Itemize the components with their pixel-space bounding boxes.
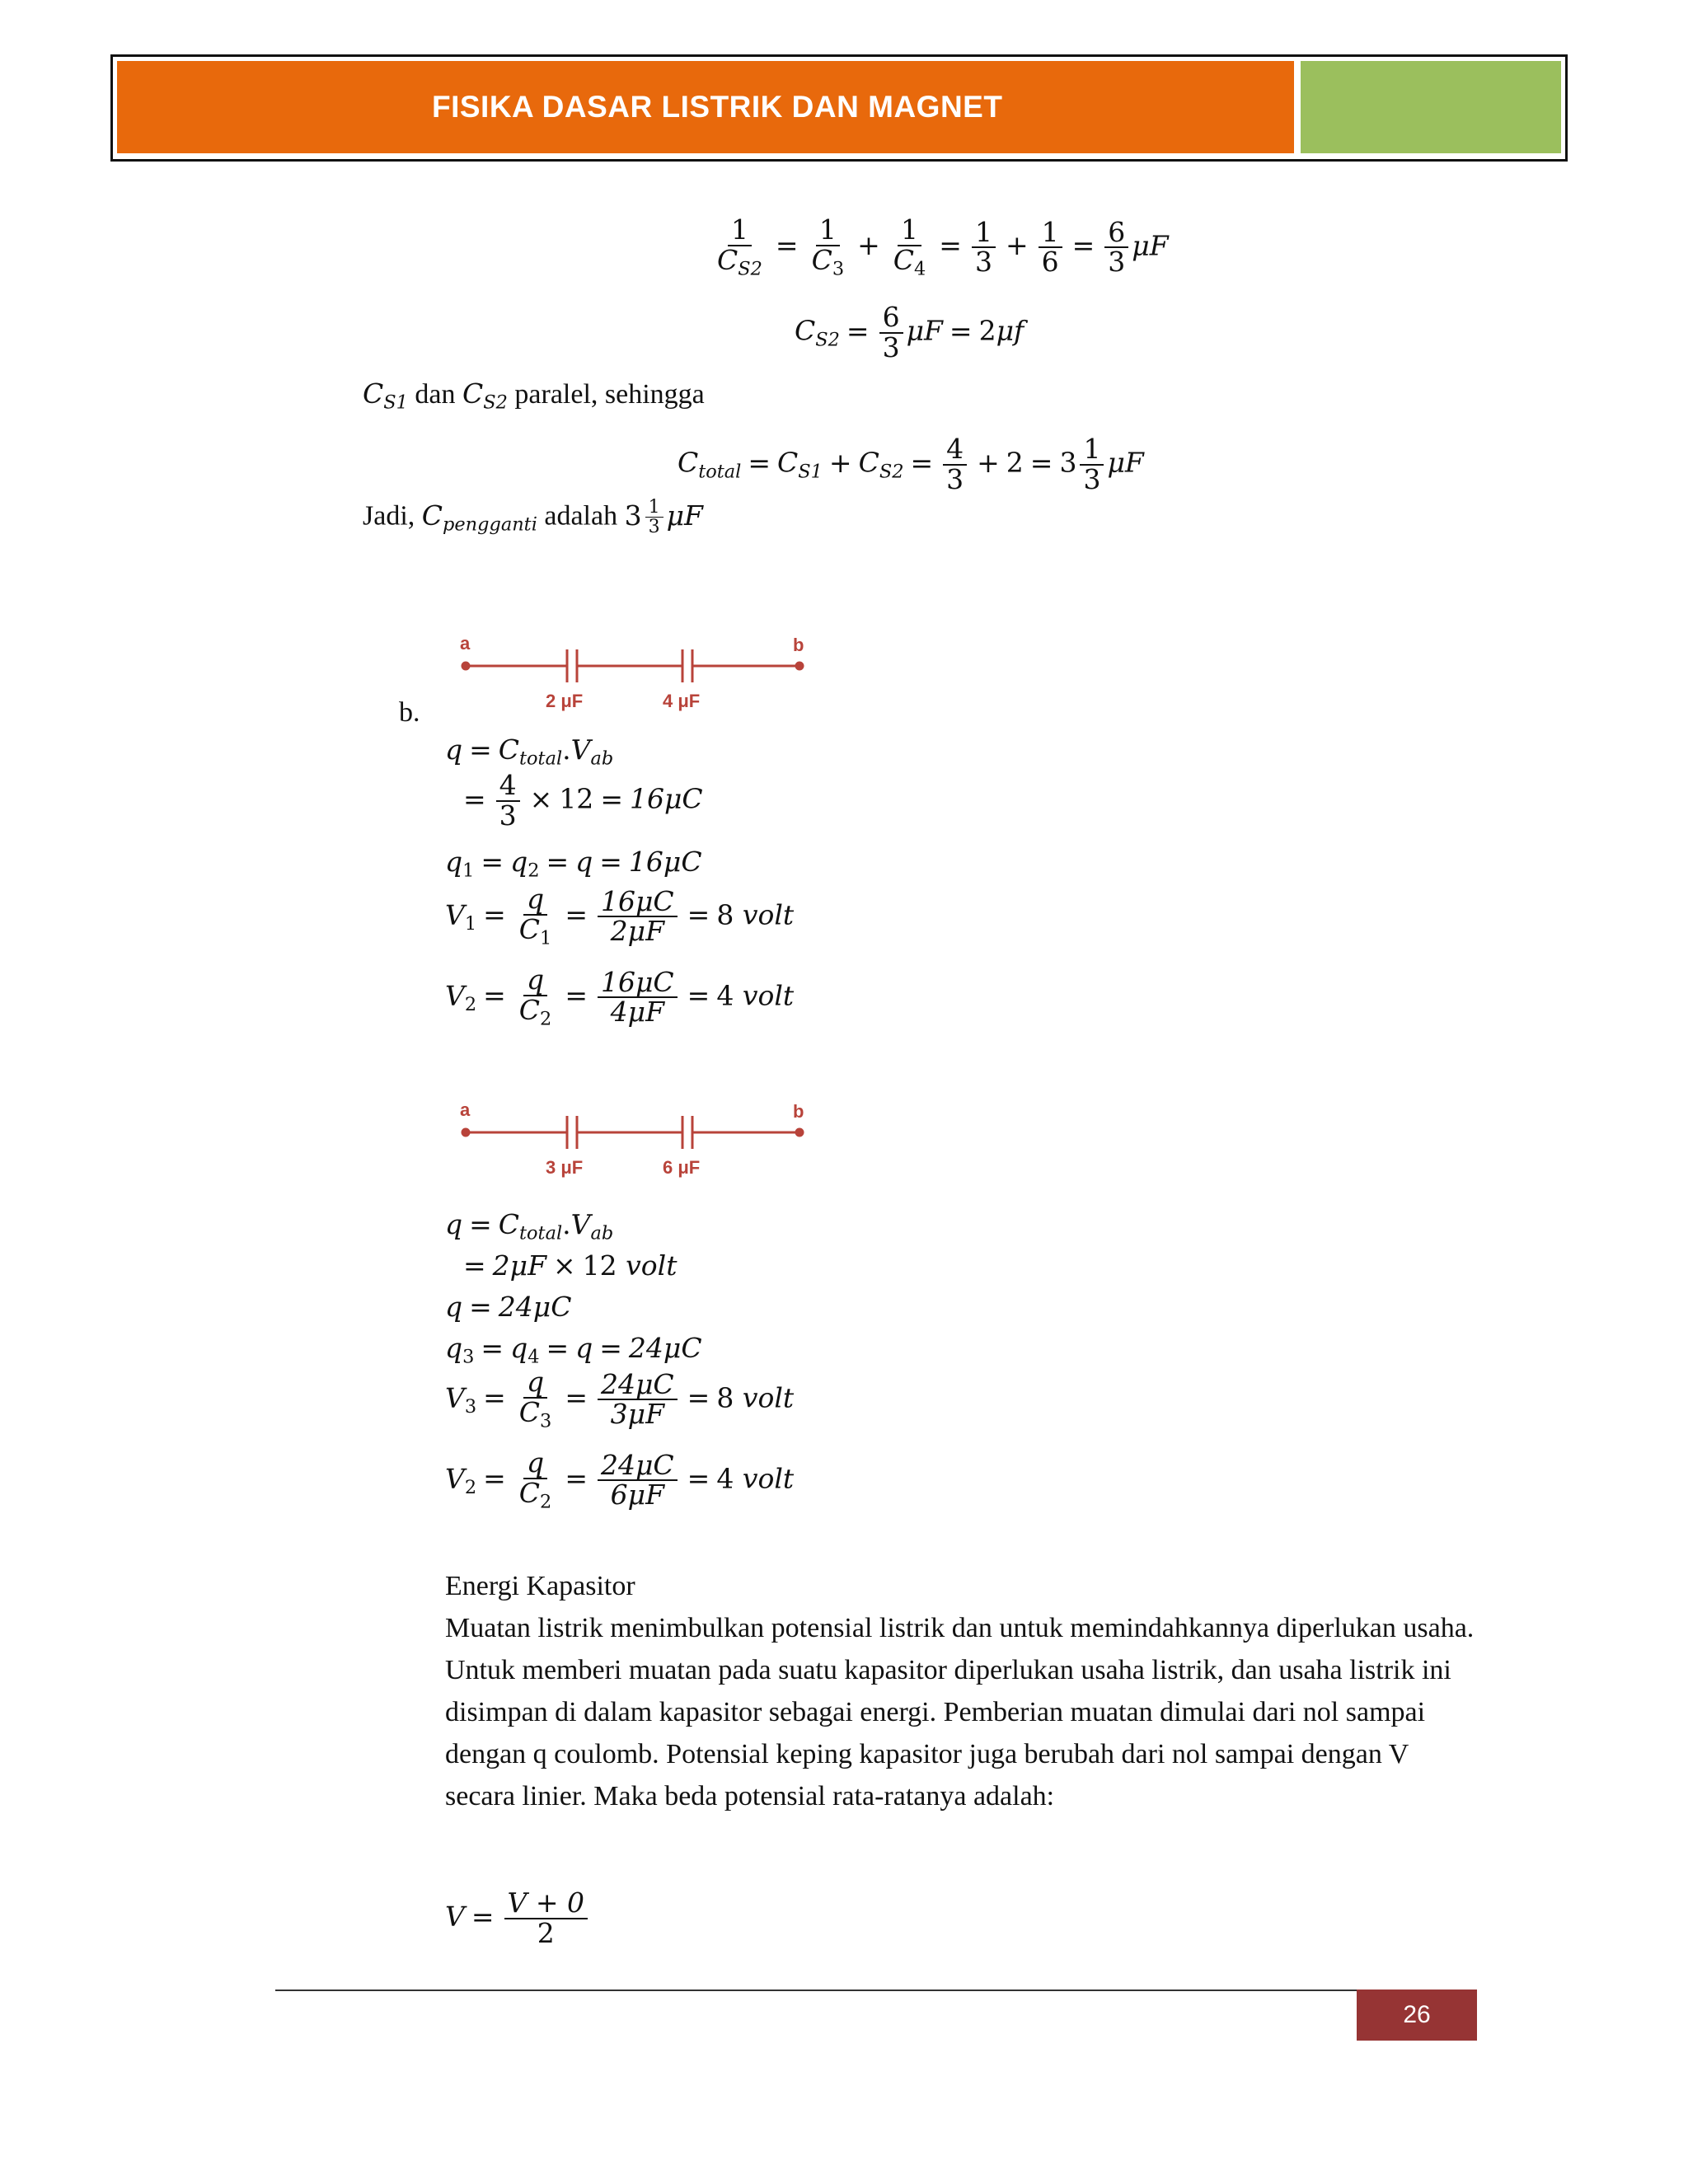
- section-heading: Energi Kapasitor: [445, 1571, 635, 1601]
- equation-v1: $V_1$ = $\frac{q}{C_1}$ = $\frac{16\mu C}{2\mu F}$ = 8 volt: [445, 883, 795, 949]
- header-bar: [117, 61, 1294, 153]
- capacitor-4-label: 6 μF: [663, 1157, 701, 1178]
- section-paragraph: Muatan listrik menimbulkan potensial listrik dan untuk memindahkannya diperlukan usaha. Untuk memberi muatan pada suatu kapasitor diperlukan usaha listrik, dan usaha listrik ini disimpan di dalam kapasitor sebagai energi. Pemberian muatan dimulai dari nol sampai dengan q coulomb. Potensial keping kapasitor juga berubah dari nol sampai dengan V secara linier. Maka beda potensial rata-ratanya adalah:: [445, 1613, 1475, 1811]
- text-conclusion: Jadi, $C_{pengganti}$ adalah 3 $\frac{1}{3}$ μF: [363, 497, 703, 538]
- equation-v2-second: $V_2$ = $\frac{q}{C_2}$ = $\frac{24\mu C}{6\mu F}$ = 4 volt: [445, 1446, 795, 1513]
- item-b-label: b.: [399, 697, 420, 728]
- terminal-b-label: b: [793, 1101, 804, 1122]
- footer-rule: [275, 1990, 1477, 1991]
- terminal-b-label: b: [793, 635, 804, 655]
- capacitor-3-label: 3 μF: [546, 1157, 584, 1178]
- equation-q-ctotal-1: $q = C_{total}.V_{ab}$: [445, 733, 614, 770]
- equation-q-value-1: = $\frac{4}{3}$ × 12 = 16μC: [463, 769, 703, 832]
- equation-cs2-value: $C_{S2}$ = $\frac{6}{3}$ μF = 2μf: [795, 301, 1025, 363]
- terminal-a-label: a: [460, 1099, 471, 1120]
- equation-q-value-2: = 2μF × 12 volt: [463, 1249, 678, 1282]
- equation-v3: $V_3$ = $\frac{q}{C_3}$ = $\frac{24\mu C}{3\mu F}$ = 8 volt: [445, 1366, 795, 1432]
- page-number: 26: [1357, 1990, 1477, 2041]
- header-accent-block: [1301, 61, 1561, 153]
- capacitor-1-label: 2 μF: [546, 691, 584, 711]
- equation-q-result: q = 24μC: [445, 1291, 572, 1323]
- circuit-diagram-2: [453, 1099, 808, 1190]
- capacitor-2-label: 4 μF: [663, 691, 701, 711]
- text-paralel: $C_{S1}$ dan $C_{S2}$ paralel, sehingga: [363, 377, 705, 414]
- header-title: FISIKA DASAR LISTRIK DAN MAGNET: [432, 90, 1003, 124]
- circuit-wire-1: [453, 633, 808, 724]
- equation-q3-q4: $q_3 = q_4 = q = 24\mu C$: [445, 1332, 702, 1368]
- equation-v-average: V = $\frac{V + 0}{2}$: [445, 1889, 591, 1947]
- terminal-a-label: a: [460, 633, 471, 654]
- circuit-diagram-1: [453, 633, 808, 724]
- equation-cs2-sum: $\frac{1}{C_{S2}}$ = $\frac{1}{C_3}$ + $\frac{1}{C_4}$ = $\frac{1}{3}$ + $\frac{1}{6}$ = $\frac{6}{3}$ μF: [717, 213, 1169, 280]
- equation-v2: $V_2$ = $\frac{q}{C_2}$ = $\frac{16\mu C}{4\mu F}$ = 4 volt: [445, 963, 795, 1030]
- equation-q-ctotal-2: $q = C_{total}.V_{ab}$: [445, 1208, 614, 1244]
- equation-q1-q2: $q_1 = q_2 = q = 16\mu C$: [445, 846, 702, 882]
- equation-ctotal: $C_{total} = C_{S1} + C_{S2}$ = $\frac{4}{3}$ + 2 = 3 $\frac{1}{3}$ μF: [678, 433, 1144, 495]
- circuit-wire-2: [453, 1099, 808, 1190]
